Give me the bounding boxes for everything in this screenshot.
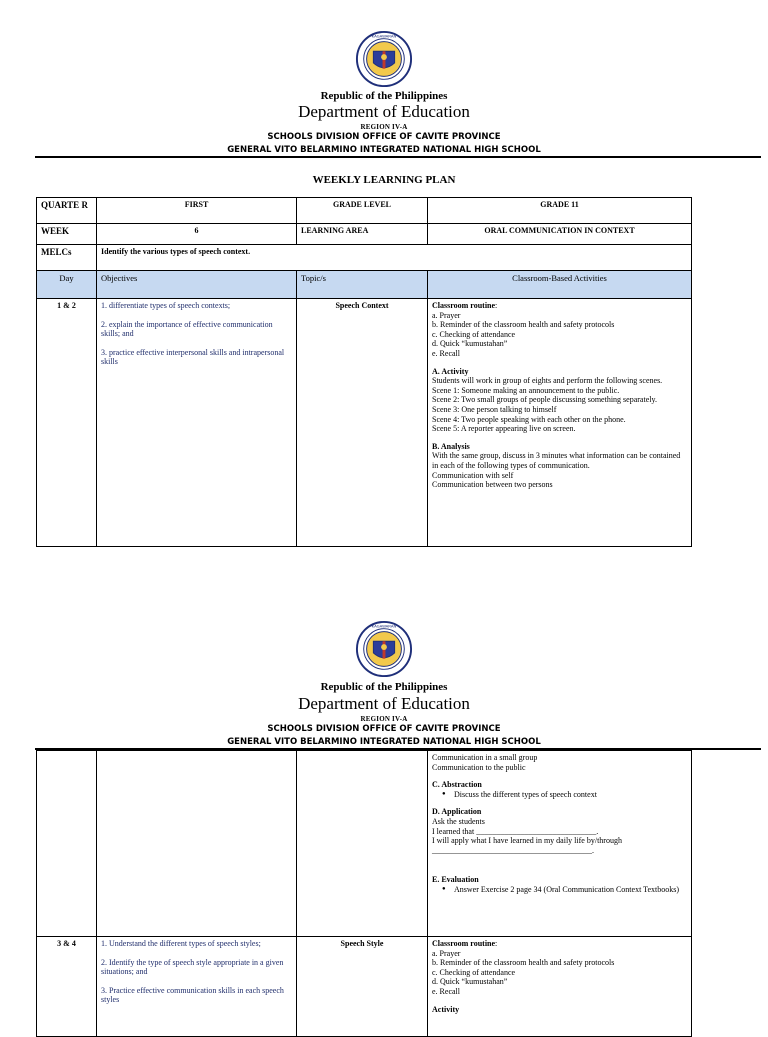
activity-line: Scene 2: Two small groups of people discussing something separately. xyxy=(432,395,657,405)
routine-item: b. Reminder of the classroom health and safety protocols xyxy=(432,320,615,330)
routine-item: d. Quick “kumustahan” xyxy=(432,339,508,349)
grade-level-value: GRADE 11 xyxy=(428,198,692,224)
region-text: REGION IV-A xyxy=(360,715,408,723)
activity-line: Scene 4: Two people speaking with each other on the phone. xyxy=(432,414,626,424)
department-title: Department of Education xyxy=(298,694,470,713)
table-row xyxy=(37,299,692,547)
row-topic: Speech Context xyxy=(297,299,428,547)
activity-line: Scene 5: A reporter appearing live on screen. xyxy=(432,424,576,434)
header-rule xyxy=(35,156,761,158)
division-text: SCHOOLS DIVISION OFFICE OF CAVITE PROVINCE xyxy=(267,724,501,734)
objective-item: 1. differentiate types of speech contexts; xyxy=(101,301,231,310)
republic-text: Republic of the Philippines xyxy=(320,681,448,693)
deped-seal-logo xyxy=(355,620,413,678)
objective-item: 2. Identify the type of speech style appropriate in a given situations; and xyxy=(101,957,284,977)
activity-line: Communication in a small group xyxy=(432,753,538,762)
analysis-label: B. Analysis xyxy=(432,441,470,451)
row-objectives xyxy=(97,299,297,547)
row-objectives xyxy=(97,937,297,1037)
activity-label: A. Activity xyxy=(432,366,469,376)
routine-item: a. Prayer xyxy=(432,948,461,958)
application-line: ________________________________________. xyxy=(432,845,594,855)
svg-text:KAGAWARAN: KAGAWARAN xyxy=(371,33,397,39)
activity-line: Students will work in group of eights and perform the following scenes. xyxy=(432,376,663,386)
analysis-line: Communication with self xyxy=(432,470,514,480)
evaluation-bullet: ● Answer Exercise 2 page 34 (Oral Communication Context Textbooks) xyxy=(432,885,687,895)
application-line: I will apply what I have learned in my daily life by/through xyxy=(432,836,622,846)
melcs-value: Identify the various types of speech context. xyxy=(97,245,692,271)
routine-item: a. Prayer xyxy=(432,310,461,320)
activity-line: Communication to the public xyxy=(432,762,526,772)
objective-item: 3. Practice effective communication skills in each speech styles xyxy=(101,985,284,1005)
region-text: REGION IV-A xyxy=(360,123,408,131)
school-name: GENERAL VITO BELARMINO INTEGRATED NATIONAL HIGH SCHOOL xyxy=(227,145,541,155)
routine-item: e. Recall xyxy=(432,348,460,358)
abstraction-label: C. Abstraction xyxy=(432,780,482,790)
routine-label: Classroom routine xyxy=(432,939,496,948)
quarter-value: FIRST xyxy=(97,198,297,224)
col-topics: Topic/s xyxy=(297,271,428,299)
learning-plan-table xyxy=(36,197,692,547)
routine-item: c. Checking of attendance xyxy=(432,967,516,977)
objective-item: 3. practice effective interpersonal skills and intrapersonal skills xyxy=(101,347,285,367)
col-activities: Classroom-Based Activities xyxy=(428,271,692,299)
application-label: D. Application xyxy=(432,807,482,817)
week-label: WEEK xyxy=(37,224,97,245)
svg-text:KAGAWARAN: KAGAWARAN xyxy=(371,623,397,629)
table-row xyxy=(37,937,692,1037)
grade-level-label: GRADE LEVEL xyxy=(297,198,428,224)
learning-area-value: ORAL COMMUNICATION IN CONTEXT xyxy=(428,224,692,245)
learning-area-label: LEARNING AREA xyxy=(297,224,428,245)
col-day: Day xyxy=(37,271,97,299)
application-line: Ask the students xyxy=(432,816,485,826)
activity-line: Scene 3: One person talking to himself xyxy=(432,404,557,414)
routine-item: e. Recall xyxy=(432,986,460,996)
plan-title: WEEKLY LEARNING PLAN xyxy=(312,174,456,186)
routine-item: d. Quick “kumustahan” xyxy=(432,977,508,987)
objective-item: 1. Understand the different types of speech styles; xyxy=(101,939,261,948)
routine-item: c. Checking of attendance xyxy=(432,329,516,339)
page-2 xyxy=(0,560,768,1024)
activity-label: Activity xyxy=(432,1004,460,1014)
row-activities: Classroom routine: a. Prayer b. Reminder of the classroom health and safety protocols c. Checking of attendance d. Quick “kumustahan” e. Recall A. Activity Students will work in group of eights and perform the following scenes. Scene 1: Someone making an announcement to the public. Scene 2: Two small groups of people discussing something separately. Scene 3: One person talking to himself Scene 4: Two people speaking with each other on the phone. Scene 5: A reporter appearing live on screen. B. Analysis With the same group, discuss in 3 minutes what information can be contained in each of the following types of communication. Communication with self Communication between two persons xyxy=(428,299,692,547)
analysis-line: Communication between two persons xyxy=(432,480,553,490)
application-line: I learned that ______________________________. xyxy=(432,826,599,836)
republic-text: Republic of the Philippines xyxy=(320,90,448,102)
division-text: SCHOOLS DIVISION OFFICE OF CAVITE PROVINCE xyxy=(267,132,501,142)
row-activities-continued xyxy=(428,751,692,937)
learning-plan-table-continued xyxy=(36,750,692,1037)
evaluation-label: E. Evaluation xyxy=(432,875,479,885)
routine-item: b. Reminder of the classroom health and safety protocols xyxy=(432,958,615,968)
department-title: Department of Education xyxy=(298,102,470,121)
deped-seal-logo xyxy=(355,30,413,88)
objective-item: 2. explain the importance of effective communication skills; and xyxy=(101,319,273,339)
routine-label: Classroom routine xyxy=(432,301,496,310)
school-name: GENERAL VITO BELARMINO INTEGRATED NATIONAL HIGH SCHOOL xyxy=(227,737,541,747)
row-topic: Speech Style xyxy=(297,937,428,1037)
row-activities: Classroom routine: a. Prayer b. Reminder of the classroom health and safety protocols c. Checking of attendance d. Quick “kumustahan” e. Recall Activity xyxy=(428,937,692,1037)
table-row xyxy=(37,751,692,937)
melcs-label: MELCs xyxy=(37,245,97,271)
row-day: 3 & 4 xyxy=(37,937,97,1037)
activity-line: Scene 1: Someone making an announcement to the public. xyxy=(432,385,620,395)
abstraction-bullet: ● Discuss the different types of speech context xyxy=(432,790,687,800)
week-value: 6 xyxy=(97,224,297,245)
analysis-line: With the same group, discuss in 3 minutes what information can be contained in each of the following types of communication. xyxy=(432,451,681,470)
col-objectives: Objectives xyxy=(97,271,297,299)
row-day: 1 & 2 xyxy=(37,299,97,547)
quarter-label: QUARTE R xyxy=(37,198,97,224)
